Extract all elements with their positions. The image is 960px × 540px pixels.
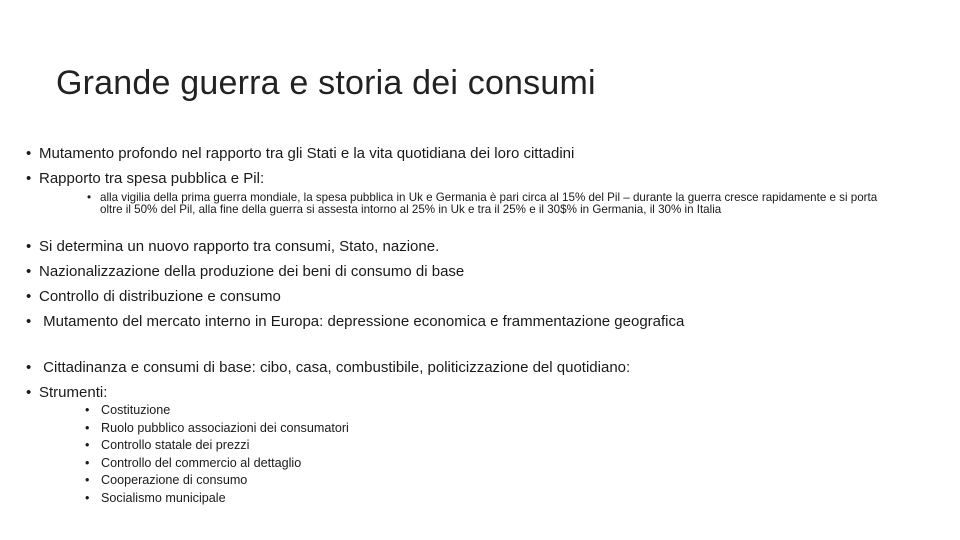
- sub-bullet-item: • alla vigilia della prima guerra mondiale, la spesa pubblica in Uk e Germania è pari circa al 15% del Pil – durante la guerra cresce rapidamente e si porta oltre il 50% del Pil, alla fine della guerra si assesta intorno al 25% in Uk e tra il 25% e il 30$% in Germania, il 30% in Italia: [87, 192, 880, 216]
- sub-bullet-item: • Socialismo municipale: [85, 490, 349, 508]
- sub-bullet-item: • Ruolo pubblico associazioni dei consumatori: [85, 420, 349, 438]
- slide-title: Grande guerra e storia dei consumi: [56, 64, 596, 102]
- sub-bullet-item: • Cooperazione di consumo: [85, 472, 349, 490]
- bullet-item: • Controllo di distribuzione e consumo: [0, 284, 684, 309]
- sub-bullet-list-strumenti: [85, 402, 349, 508]
- bullet-item: • Cittadinanza e consumi di base: cibo, casa, combustibile, politicizzazione del quotidiano:: [0, 355, 630, 380]
- bullet-list-main: [0, 355, 630, 405]
- bullet-item: • Rapporto tra spesa pubblica e Pil:: [0, 166, 574, 191]
- bullet-item: • Mutamento del mercato interno in Europa: depressione economica e frammentazione geografica: [0, 309, 684, 334]
- bullet-list-main: [0, 141, 574, 191]
- bullet-list-main: [0, 234, 684, 334]
- sub-bullet-item: • Controllo del commercio al dettaglio: [85, 455, 349, 473]
- bullet-item: • Si determina un nuovo rapporto tra consumi, Stato, nazione.: [0, 234, 684, 259]
- bullet-item: • Nazionalizzazione della produzione dei beni di consumo di base: [0, 259, 684, 284]
- sub-bullet-item: • Costituzione: [85, 402, 349, 420]
- bullet-item: • Mutamento profondo nel rapporto tra gli Stati e la vita quotidiana dei loro cittadini: [0, 141, 574, 166]
- bullet-item: • Strumenti:: [0, 380, 630, 405]
- sub-bullet-item: • Controllo statale dei prezzi: [85, 437, 349, 455]
- sub-bullet-list: [87, 192, 880, 216]
